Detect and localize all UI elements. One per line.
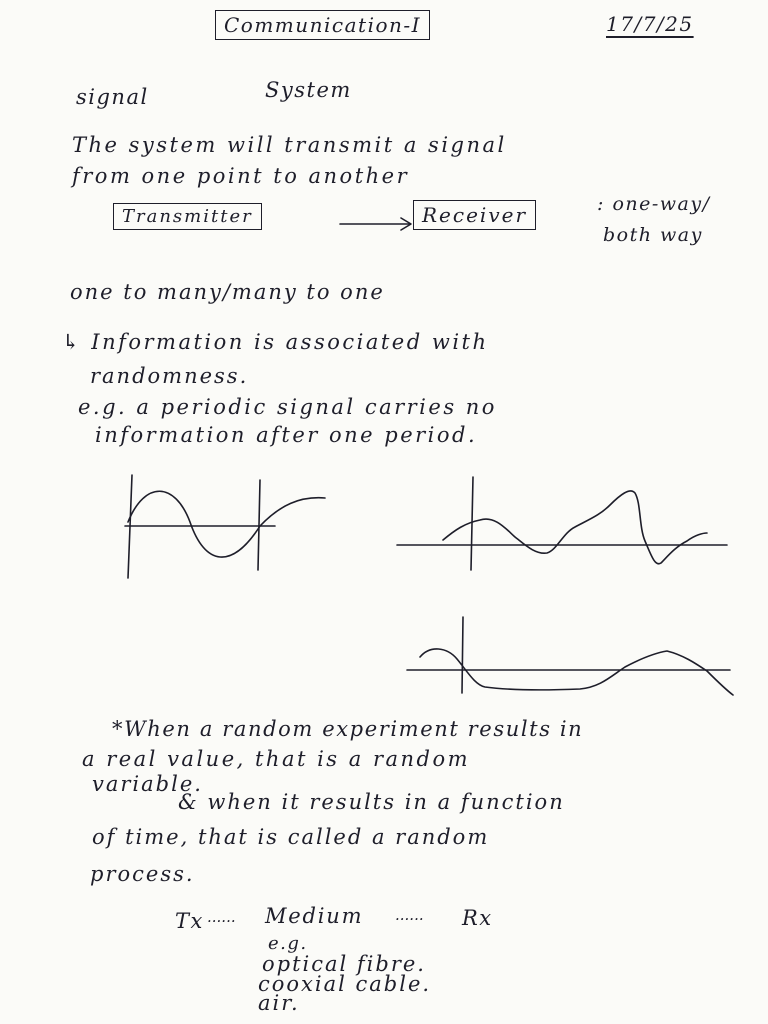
medium-tx: Tx [175,909,204,933]
random-signal-sketch-1 [395,475,735,575]
receiver-box: Receiver [413,200,536,230]
random-line-5: of time, that is called a random [92,825,490,849]
one-to-many-text: one to many/many to one [70,280,385,304]
medium-dots-left: ...... [207,908,236,926]
medium-dots-right: ...... [395,906,424,924]
info-line-4: information after one period. [95,423,478,447]
random-signal-sketch-2 [405,615,745,695]
arrow-icon [338,214,418,234]
random-line-6: process. [90,862,195,886]
intro-line-2: from one point to another [72,164,410,188]
random-line-1: *When a random experiment results in [112,717,584,741]
transmitter-box: Transmitter [113,203,262,230]
info-line-1: ↳ Information is associated with [62,330,489,354]
random-line-4: & when it results in a function [178,790,565,814]
medium-example-3: air. [258,991,300,1015]
direction-note-2: both way [603,224,703,246]
medium-example-2: cooxial cable. [258,972,432,996]
random-line-3: variable. [92,772,203,796]
medium-example-1: optical fibre. [262,952,426,976]
page-title: Communication-I [215,10,430,40]
medium-eg: e.g. [268,933,308,954]
medium-rx: Rx [462,906,493,930]
page-date: 17/7/25 [606,12,694,36]
periodic-signal-sketch [120,470,340,580]
info-line-2: randomness. [90,364,249,388]
heading-system: System [265,78,352,102]
heading-signal: signal [76,85,149,109]
info-line-3: e.g. a periodic signal carries no [78,395,497,419]
medium-label: Medium [265,904,364,928]
random-line-2: a real value, that is a random [82,747,471,771]
direction-note-1: : one-way/ [597,193,711,215]
intro-line-1: The system will transmit a signal [72,133,507,157]
